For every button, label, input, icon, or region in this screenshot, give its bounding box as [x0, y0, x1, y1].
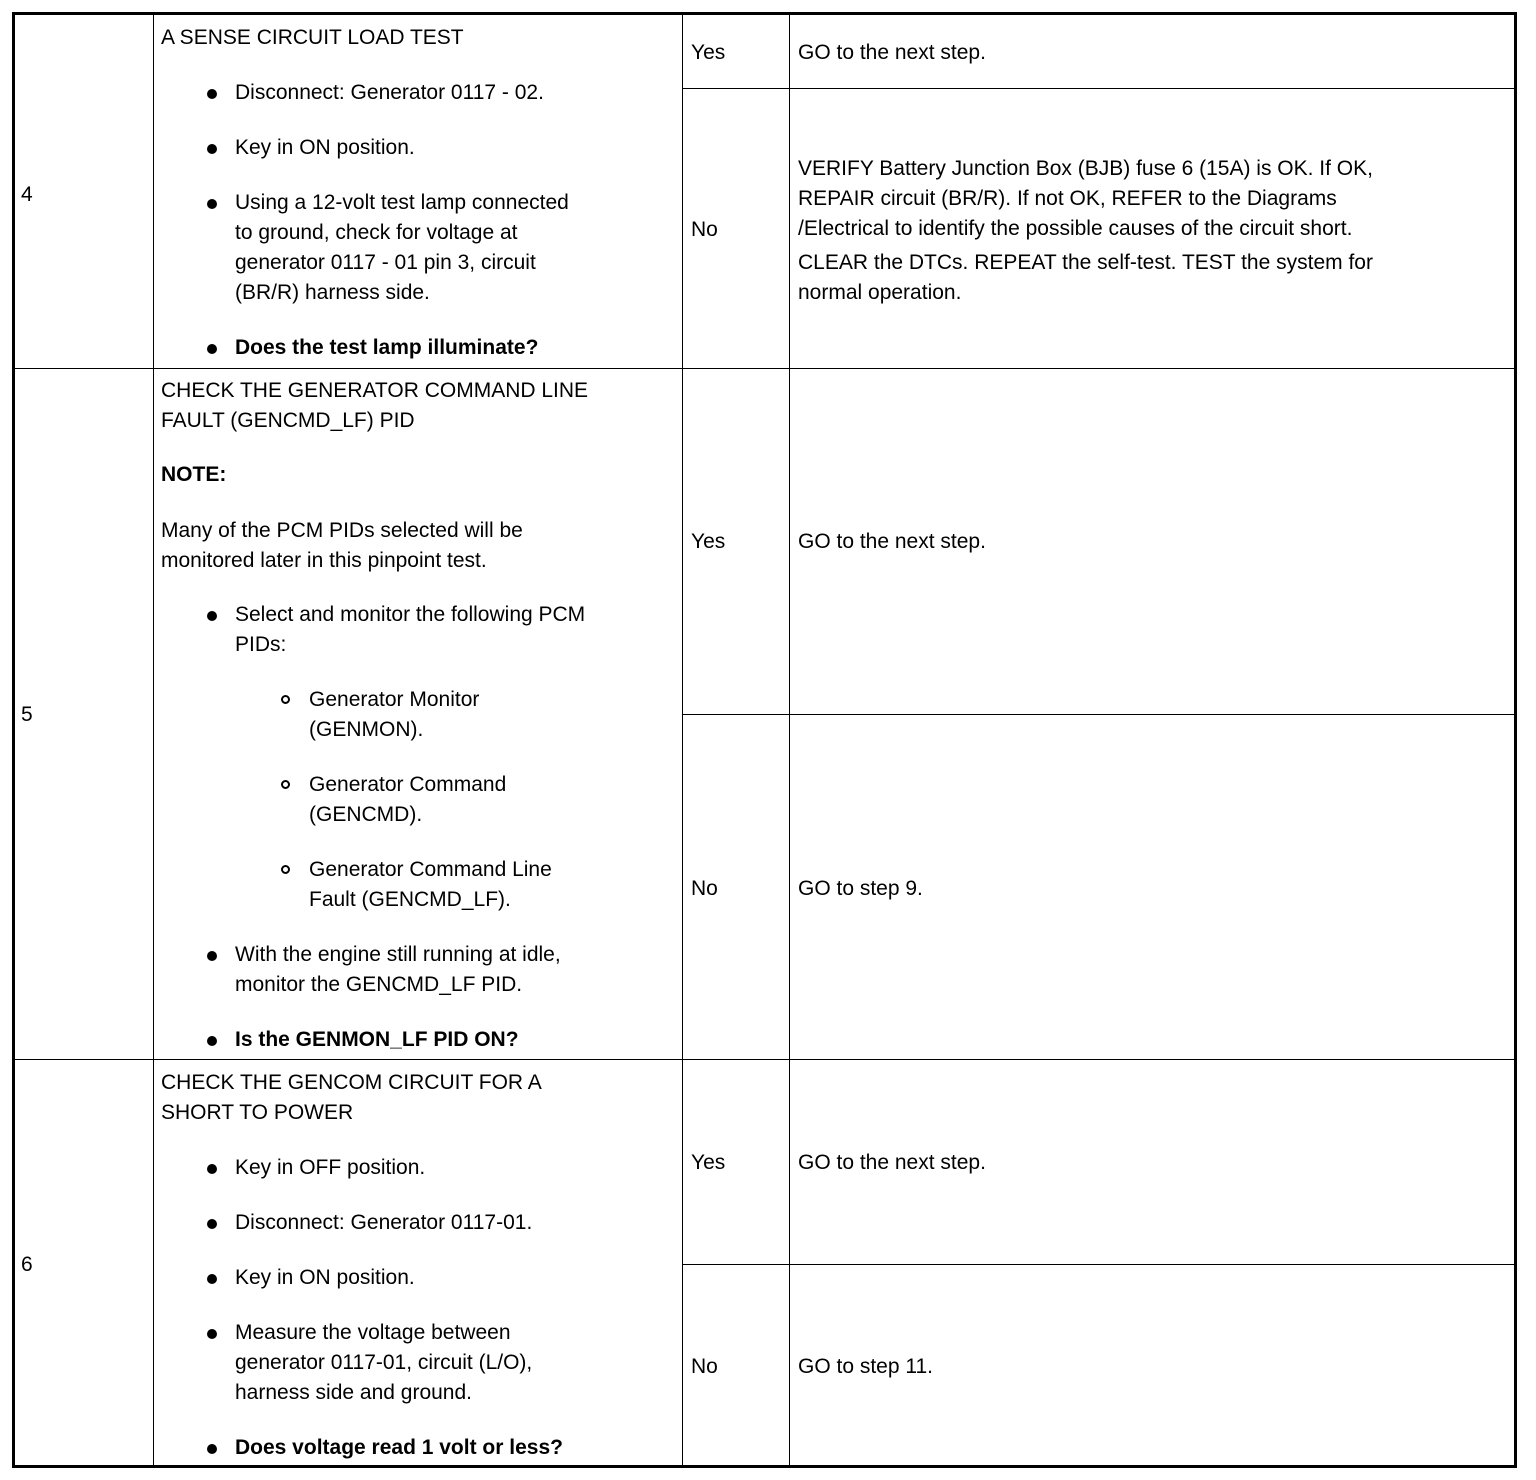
no-result: GO to step 9. — [798, 877, 923, 900]
result-divider — [682, 714, 1514, 715]
bullet-icon — [207, 1274, 217, 1284]
no-label: No — [691, 877, 718, 900]
step-heading: A SENSE CIRCUIT LOAD TEST — [161, 26, 464, 49]
step-number: 6 — [21, 1253, 33, 1276]
bullet-icon — [207, 144, 217, 154]
step-heading: CHECK THE GENCOM CIRCUIT FOR A SHORT TO POWER — [161, 1071, 542, 1124]
bullet-icon — [207, 344, 217, 354]
column-divider — [789, 15, 790, 1465]
row-divider — [15, 1059, 1514, 1060]
circle-bullet-icon — [281, 695, 290, 704]
circle-bullet-icon — [281, 865, 290, 874]
note-label: NOTE: — [161, 463, 227, 486]
note-text: Many of the PCM PIDs selected will be monitored later in this pinpoint test. — [161, 519, 523, 572]
row-divider — [15, 368, 1514, 369]
no-result: GO to step 11. — [798, 1355, 934, 1378]
bullet-icon — [207, 1164, 217, 1174]
result-divider — [682, 1264, 1514, 1265]
bullet-icon — [207, 1329, 217, 1339]
yes-label: Yes — [691, 530, 726, 553]
result-divider — [682, 88, 1514, 89]
bullet-icon — [207, 951, 217, 961]
yes-result: GO to the next step. — [798, 1151, 986, 1174]
no-result: VERIFY Battery Junction Box (BJB) fuse 6 (15A) is OK. If OK, REPAIR circuit (BR/R). If not OK, REFER to the Diagrams /Electrical to identify the possible causes of the circuit short. CLEAR the DTCs. REPEAT the self-test. TEST the system for normal operation. — [798, 157, 1373, 304]
column-divider — [153, 15, 154, 1465]
bullet-icon — [207, 1036, 217, 1046]
bullet-icon — [207, 1219, 217, 1229]
step-number: 4 — [21, 183, 33, 206]
bullet-icon — [207, 611, 217, 621]
step-number: 5 — [21, 703, 33, 726]
step-heading: CHECK THE GENERATOR COMMAND LINE FAULT (GENCMD_LF) PID — [161, 379, 589, 432]
yes-result: GO to the next step. — [798, 41, 986, 64]
circle-bullet-icon — [281, 780, 290, 789]
no-label: No — [691, 1355, 718, 1378]
bullet-icon — [207, 1444, 217, 1454]
yes-result: GO to the next step. — [798, 530, 986, 553]
yes-label: Yes — [691, 1151, 726, 1174]
yes-label: Yes — [691, 41, 726, 64]
column-divider — [682, 15, 683, 1465]
no-label: No — [691, 218, 718, 241]
bullet-icon — [207, 89, 217, 99]
diagnostic-table: 4 A SENSE CIRCUIT LOAD TEST Disconnect: Generator 0117 - 02. Key in ON position. Using a 12-volt test lamp connected to ground, check for voltage at generator 0117 - 01 pin 3, circuit (BR/R) harness side. Does the test lamp illuminate? Yes GO to the next step. No VERIFY Battery Junction Box (BJB) fuse 6 (15A) is OK. If OK, REPAIR circuit (BR/R). If not OK, REFER to the Diagrams /Electrical to identify the possible causes of the circuit short. CLEAR the DTCs. REPEAT the self-test. TEST the system for normal operation. 5 CHECK THE GENERATOR COMMAND LINE FAULT (GENCMD_LF) PID NOTE: Many of the PCM PIDs selected will be monitored later in this pinpoint test. Select and monitor the following PCM PIDs: Generator Monitor (GENMON). Generator Command (GENCMD). Generator Command Line Fault (GENCMD_LF). With the engine still running at idle, monitor the GENCMD_LF PID. Is the GENMON_LF PID ON? Yes GO to the next step. No GO to step 9. 6 CHECK THE GENCOM CIRCUIT FOR A SHORT TO POWER Key in OFF position. Disconnect: Generator 0117-01. Key in ON position. Measure the voltage between generator 0117-01, circuit (L/O), harness side and ground. Does voltage read 1 volt or less? Yes GO to the next step. No GO to step 11. — [12, 12, 1517, 1468]
bullet-icon — [207, 199, 217, 209]
